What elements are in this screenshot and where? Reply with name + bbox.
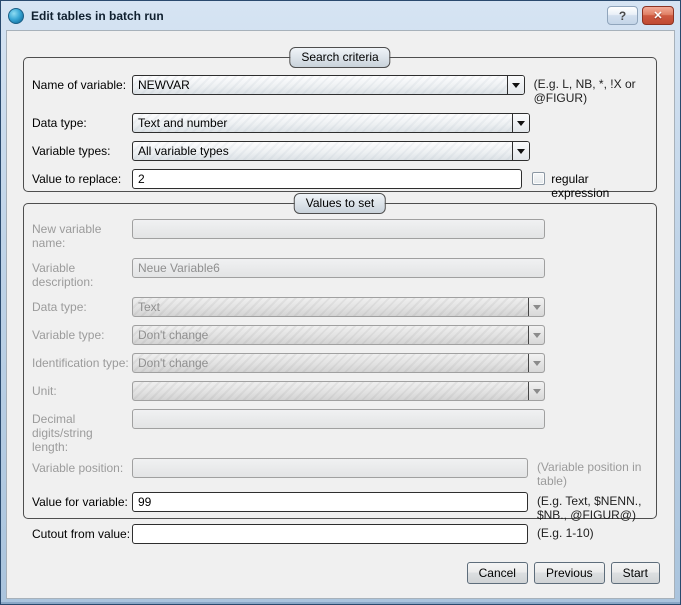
chevron-down-icon <box>507 76 524 94</box>
search-data-type-label: Data type: <box>32 116 87 130</box>
chevron-down-icon <box>528 325 545 345</box>
search-criteria-title: Search criteria <box>289 47 390 68</box>
row-value-for-variable <box>32 492 648 522</box>
identification-type-combo: Don't change <box>132 353 545 373</box>
start-button[interactable]: Start <box>611 562 660 584</box>
row-name-of-variable <box>32 75 648 105</box>
regular-expression-checkbox[interactable] <box>532 172 545 185</box>
decimal-digits-input <box>132 409 545 429</box>
search-criteria-group <box>23 50 657 200</box>
decimal-digits-label: Decimal digits/string length: <box>32 412 93 454</box>
values-to-set-title: Values to set <box>294 193 386 214</box>
value-to-replace-label: Value to replace: <box>32 172 122 186</box>
close-button[interactable] <box>642 6 674 25</box>
row-variable-position <box>32 458 648 488</box>
chevron-down-icon <box>528 381 545 401</box>
set-data-type-label: Data type: <box>32 300 87 314</box>
unit-label: Unit: <box>32 384 57 398</box>
dialog-footer <box>461 562 660 584</box>
variable-position-input <box>132 458 528 478</box>
chevron-down-icon <box>528 297 545 317</box>
variable-description-input <box>132 258 545 278</box>
variable-position-label: Variable position: <box>32 461 124 475</box>
app-icon <box>8 8 24 24</box>
name-of-variable-hint: (E.g. L, NB, *, !X or @FIGUR) <box>533 77 636 105</box>
value-for-variable-label: Value for variable: <box>32 495 128 509</box>
close-icon: ✕ <box>653 10 663 22</box>
row-unit <box>32 381 648 401</box>
row-variable-type <box>32 325 648 345</box>
row-search-data-type <box>32 113 648 133</box>
row-new-variable-name <box>32 219 648 250</box>
variable-types-label: Variable types: <box>32 144 111 158</box>
row-variable-types <box>32 141 648 161</box>
value-to-replace-input[interactable] <box>132 169 522 189</box>
row-identification-type <box>32 353 648 373</box>
row-set-data-type <box>32 297 648 317</box>
variable-position-hint: (Variable position in table) <box>536 460 642 488</box>
cutout-from-value-hint: (E.g. 1-10) <box>536 526 594 540</box>
previous-button[interactable]: Previous <box>534 562 605 584</box>
variable-type-label: Variable type: <box>32 328 105 342</box>
window-title: Edit tables in batch run <box>31 8 164 23</box>
new-variable-name-input <box>132 219 545 239</box>
dialog-content <box>6 30 675 599</box>
chevron-down-icon <box>512 114 529 132</box>
row-decimal-digits <box>32 409 648 454</box>
new-variable-name-label: New variable name: <box>32 222 102 250</box>
variable-description-label: Variable description: <box>32 261 94 289</box>
row-cutout-from-value <box>32 524 648 544</box>
name-of-variable-combo[interactable]: NEWVAR <box>132 75 525 95</box>
question-mark-icon: ? <box>618 8 627 23</box>
values-to-set-group <box>23 196 657 541</box>
value-for-variable-hint: (E.g. Text, $NENN., $NB., @FIGUR@) <box>536 494 642 522</box>
identification-type-label: Identification type: <box>32 356 129 370</box>
variable-type-combo: Don't change <box>132 325 545 345</box>
name-of-variable-label: Name of variable: <box>32 78 127 92</box>
cutout-from-value-label: Cutout from value: <box>32 527 131 541</box>
value-for-variable-input[interactable] <box>132 492 528 512</box>
row-variable-description <box>32 258 648 289</box>
variable-types-combo[interactable]: All variable types <box>132 141 530 161</box>
search-data-type-combo[interactable]: Text and number <box>132 113 530 133</box>
set-data-type-combo: Text <box>132 297 545 317</box>
unit-combo <box>132 381 545 401</box>
chevron-down-icon <box>512 142 529 160</box>
title-bar <box>1 1 680 30</box>
cancel-button[interactable]: Cancel <box>467 562 528 584</box>
help-button[interactable] <box>607 6 638 25</box>
cutout-from-value-input[interactable] <box>132 524 528 544</box>
chevron-down-icon <box>528 353 545 373</box>
regular-expression-label: regular expression <box>551 172 610 200</box>
